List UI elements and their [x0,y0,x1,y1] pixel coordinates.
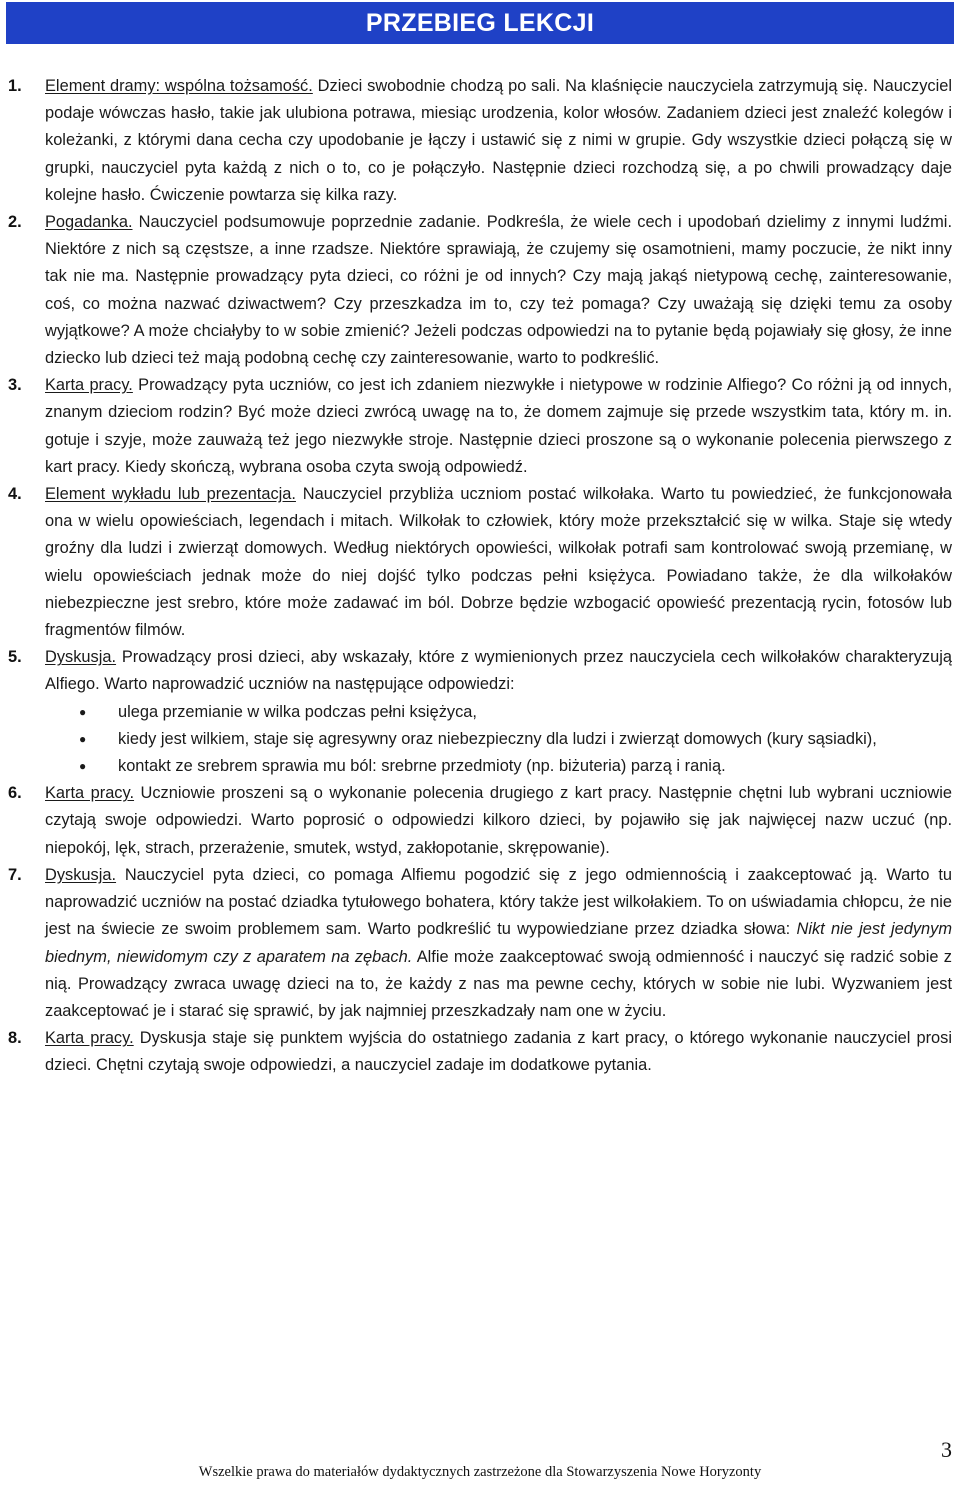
step-body [45,644,952,698]
step-text: Dzieci swobodnie chodzą po sali. Na klaśnięcie nauczyciela zatrzymują się. Nauczyciel podaje wówczas hasło, takie jak ulubiona potrawa, miesiąc urodzenia, kolor włosów. Zadaniem dzieci jest znaleźć kolegów i koleżanki, z którymi dana cecha czy upodobanie je łączy i ustawić się z nimi w grupie. Gdy wszystkie dzieci połączą się w grupki, nauczyciel pyta każdą z nich o to, co je połączyło. Następnie dzieci rozchodzą się, a po chwili prowadzący daje kolejne hasło. Ćwiczenie powtarza się kilka razy. [45,77,952,204]
step-number: 3. [8,376,22,395]
step-8 [8,1025,952,1079]
step-text: Nauczyciel podsumowuje poprzednie zadanie. Podkreśla, że wiele cech i upodobań dzielimy z innymi ludźmi. Niektóre z nich są częstsze, a inne rzadsze. Niektóre sprawiają, że czujemy się osamotnieni, mamy poczucie, że nikt inny tak nie ma. Następnie prowadzący pyta dzieci, co różni je od innych? Czy mają jakąś nietypową cechę, zainteresowanie, coś, co można nazwać dziwactwem? Czy przeszkadza im to, czy też pomaga? Czy uważają się dzięki temu za osoby wyjątkowe? A może chciałyby to w sobie zmienić? Jeżeli podczas odpowiedzi na to pytanie będą pojawiały się głosy, że inne dziecko lub dzieci też mają podobną cechę czy zainteresowanie, warto to podkreślić. [45,213,952,368]
step-number: 4. [8,485,22,504]
bullet-item: ● kontakt ze srebrem sprawia mu ból: srebrne przedmioty (np. biżuteria) parzą i ranią. [45,753,952,780]
step-text: Prowadzący pyta uczniów, co jest ich zdaniem niezwykłe i nietypowe w rodzinie Alfiego? Co różni ją od innych, znanym dzieciom rodzin? Być może dzieci zwrócą uwagę na to, że domem zajmuje się przede wszystkim tata, który m. in. gotuje i szyje, może zauważą też jego niezwykłe stroje. Następnie dzieci proszone są o wykonanie polecenia pierwszego z kart pracy. Kiedy skończą, wybrana osoba czyta swoją odpowiedź. [45,376,953,476]
step-body [45,481,952,644]
step-body [45,372,952,481]
step-4 [8,481,952,644]
step-5 [8,644,952,698]
step-number: 7. [8,865,22,884]
grandfather-quote: Nikt nie jest jedynym biednym, niewidomym czy z aparatem na zębach. [45,920,952,966]
step-number: 5. [8,648,22,667]
step-body [45,209,952,372]
step-body [45,1025,952,1079]
step-tag: Pogadanka. [45,213,133,232]
step-tag: Karta pracy. [45,1029,134,1048]
title-banner [6,2,954,44]
lesson-steps [8,73,952,1080]
step-tag: Element wykładu lub prezentacja. [45,485,296,504]
step-tag: Dyskusja. [45,648,117,667]
step-body [45,780,952,862]
step-body [45,73,952,209]
step-3 [8,372,952,481]
step-text: Uczniowie proszeni są o wykonanie polecenia drugiego z kart pracy. Następnie chętni lub wybrani uczniowie czytają swoje odpowiedzi. Warto poprosić o odpowiedzi kilkoro dzieci, by pojawiło się jak najwięcej nazw uczuć (np. niepokój, lęk, strach, przerażenie, smutek, wstyd, zakłopotanie, skrępowanie). [45,784,953,857]
step-text: Dyskusja staje się punktem wyjścia do ostatniego zadania z kart pracy, o którego wykonanie nauczyciel prosi dzieci. Chętni czytają swoje odpowiedzi, a nauczyciel zadaje im dodatkowe pytania. [45,1029,952,1075]
page-title: PRZEBIEG LEKCJI [365,8,595,37]
step-text: Prowadzący prosi dzieci, aby wskazały, które z wymienionych przez nauczyciela cech wilkołaków charakteryzują Alfiego. Warto naprowadzić uczniów na następujące odpowiedzi: [45,648,952,694]
step-text: Nauczyciel pyta dzieci, co pomaga Alfiemu pogodzić się z jego odmiennością i zaakceptować ją. Warto tu naprowadzić uczniów na postać dziadka tytułowego bohatera, który także jest wilkołakiem. To on uświadamia chłopcu, że nie jest na świecie ze swoim problemem sam. Warto podkreślić tu wypowiedziane przez dziadka słowa: [45,865,952,939]
bullet-list [45,699,952,781]
step-tag: Karta pracy. [45,784,135,803]
step-number: 1. [8,77,22,95]
step-number: 6. [8,784,22,803]
bullet-item: ● kiedy jest wilkiem, staje się agresywny oraz niebezpieczny dla ludzi i zwierząt domowych (kury sąsiadki), [45,726,952,753]
step-1 [8,73,952,209]
step-tag: Dyskusja. [45,865,117,884]
step-2 [8,209,952,372]
step-7 [8,862,952,1025]
step-body [45,862,952,1025]
step-tag: Karta pracy. [45,376,133,395]
step-text: Nauczyciel przybliża uczniom postać wilkołaka. Warto tu powiedzieć, że funkcjonowała ona w wielu opowieściach, legendach i mitach. Wilkołak to człowiek, który może przekształcić się w wilka. Staje się wtedy groźny dla ludzi i zwierząt domowych. Według niektórych opowieści, wilkołak potrafi sam kontrolować swoją przemianę, w wielu opowieściach jednak może do niej dojść tylko podczas pełni księżyca. Powiadano także, że dla wilkołaków niebezpieczne jest srebro, które może zadawać im ból. Dobrze będzie wzbogacić opowieść prezentacją rycin, fotosów lub fragmentów filmów. [45,485,953,640]
step-6 [8,780,952,862]
bullet-item: ● ulega przemianie w wilka podczas pełni księżyca, [45,699,952,726]
page-number: 3 [941,1437,952,1462]
step-tag: Element dramy: wspólna tożsamość. [45,77,313,95]
step-number: 8. [8,1029,22,1048]
copyright-footer: Wszelkie prawa do materiałów dydaktycznych zastrzeżone dla Stowarzyszenia Nowe Horyzonty [198,1464,762,1480]
step-text-continued: Alfie może zaakceptować swoją odmienność i nauczyć się radzić sobie z nią. Prowadzący zwraca uwagę dzieci na to, że każdy z nas ma pewne cechy, których w sobie nie lubi. Wyzwaniem jest zaakceptować je i starać się sprawić, by jak najmniej przeszkadzały nam one w życiu. [45,947,952,1020]
step-number: 2. [8,213,22,232]
